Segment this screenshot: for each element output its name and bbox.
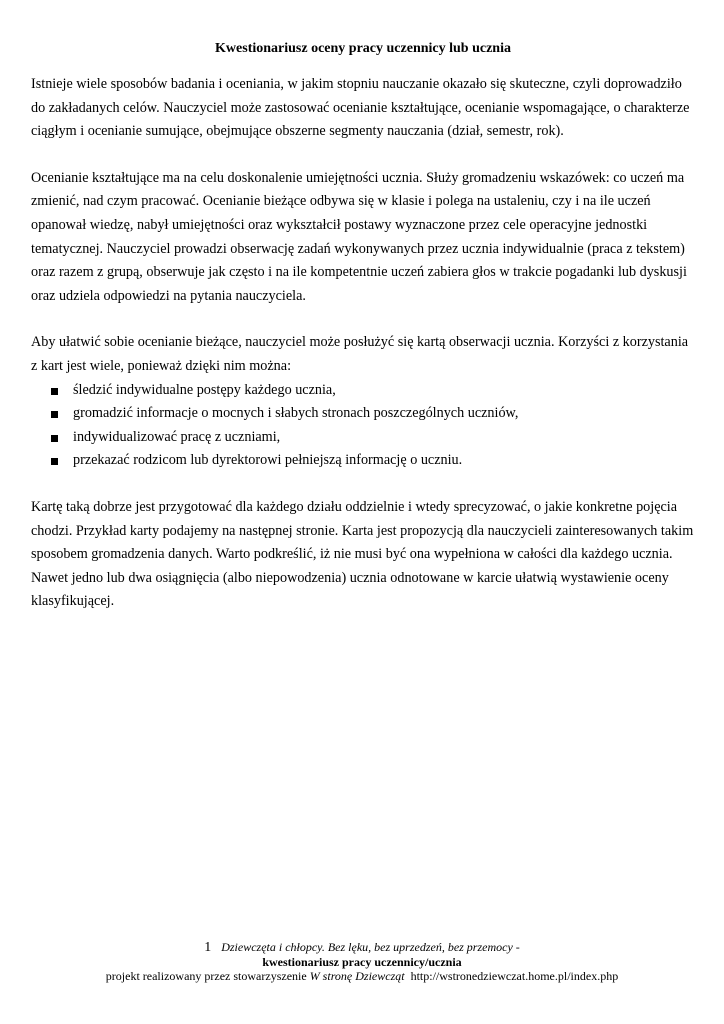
list-item	[31, 402, 695, 426]
list-item	[31, 379, 695, 403]
list-item-text: gromadzić informacje o mocnych i słabych stronach poszczególnych uczniów,	[73, 405, 519, 422]
list-item	[31, 426, 695, 450]
list-item-text: indywidualizować pracę z uczniami,	[73, 428, 281, 445]
list-item	[31, 449, 695, 473]
footer-tagline: Dziewczęta i chłopcy. Bez lęku, bez uprzedzeń, bez przemocy -	[221, 940, 520, 954]
list-item-text: przekazać rodzicom lub dyrektorowi pełniejszą informację o uczniu.	[73, 452, 463, 469]
footer-project-text: projekt realizowany przez stowarzyszenie	[105, 969, 307, 983]
list-item-text: śledzić indywidualne postępy każdego ucznia,	[73, 381, 336, 398]
footer-subtitle: kwestionariusz pracy uczennicy/ucznia	[262, 955, 462, 969]
paragraph-2: Ocenianie kształtujące ma na celu doskonalenie umiejętności ucznia. Służy gromadzeniu wskazówek: co uczeń ma zmienić, nad czym pracować. Ocenianie bieżące odbywa się w klasie i polega na ustaleniu, czy i na ile uczeń opanował wiedzę, nabył umiejętności oraz wykształcił postawy wyznaczone przez cele operacyjne jednostki tematycznej. Nauczyciel prowadzi obserwację zadań wykonywanych przez ucznia indywidualnie (praca z tekstem) oraz razem z grupą, obserwuje jak często i na ile kompetentnie uczeń zabiera głos w trakcie pogadanki lub dyskusji oraz udziela odpowiedzi na pytania nauczyciela.	[31, 169, 687, 304]
square-bullet-icon	[51, 388, 58, 395]
document-body	[31, 38, 695, 614]
square-bullet-icon	[51, 458, 58, 465]
page-number: 1	[204, 940, 212, 955]
footer-organization: W stronę Dziewcząt	[309, 969, 405, 983]
paragraph-1: Istnieje wiele sposobów badania i oceniania, w jakim stopniu nauczanie okazało się skuteczne, czyli doprowadziło do zakładanych celów. Nauczyciel może zastosować ocenianie kształtujące, ocenianie wspomagające, o charakterze ciągłym i ocenianie sumujące, obejmujące obszerne segmenty nauczania (dział, semestr, rok).	[31, 76, 690, 140]
benefits-list	[31, 379, 695, 473]
paragraph-4: Kartę taką dobrze jest przygotować dla każdego działu oddzielnie i wtedy sprecyzować, o jakie konkretne pojęcia chodzi. Przykład karty podajemy na następnej stronie. Karta jest propozycją dla nauczycieli zainteresowanych takim sposobem gromadzenia danych. Warto podkreślić, iż nie musi być ona wypełniona w całości dla każdego ucznia. Nawet jedno lub dwa osiągnięcia (albo niepowodzenia) ucznia odnotowane w karcie ułatwią wystawienie oceny klasyfikującej.	[31, 498, 694, 610]
square-bullet-icon	[51, 411, 58, 418]
page-footer	[0, 940, 724, 983]
footer-url[interactable]: http://wstronedziewczat.home.pl/index.php	[410, 969, 619, 983]
document-title: Kwestionariusz oceny pracy uczennicy lub ucznia	[215, 41, 511, 56]
paragraph-3: Aby ułatwić sobie ocenianie bieżące, nauczyciel może posłużyć się kartą obserwacji ucznia. Korzyści z korzystania z kart jest wiele, ponieważ dzięki nim można:	[31, 334, 689, 374]
square-bullet-icon	[51, 435, 58, 442]
